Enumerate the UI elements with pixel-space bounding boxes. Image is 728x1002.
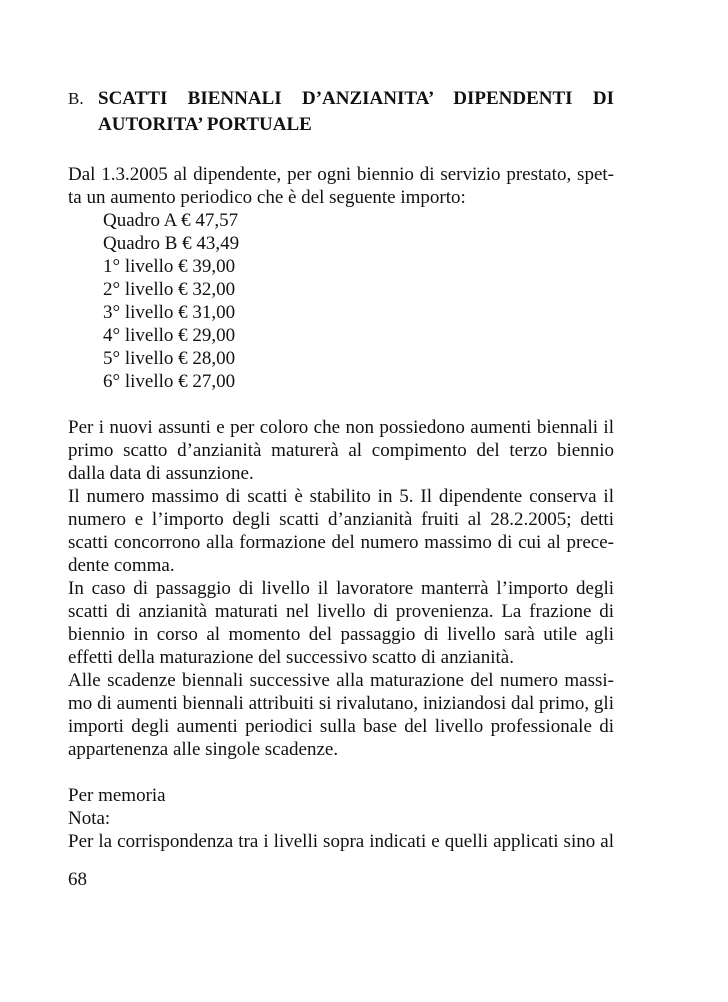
amount-item-livello-2: 2° livello € 32,00 <box>103 279 236 300</box>
amount-item-livello-4: 4° livello € 29,00 <box>103 325 236 346</box>
amount-item-livello-1: 1° livello € 39,00 <box>103 256 236 277</box>
text-line: appartenenza alle singole scadenze. <box>68 739 339 760</box>
text-line: In caso di passaggio di livello il lavoratore manterrà l’importo degli <box>68 578 614 599</box>
amount-item-livello-3: 3° livello € 31,00 <box>103 302 236 323</box>
section-heading <box>68 86 614 138</box>
body-paragraphs <box>68 416 614 761</box>
amount-item-quadro-b: Quadro B € 43,49 <box>103 233 240 254</box>
text-line: ta un aumento periodico che è del seguente importo: <box>68 187 466 208</box>
section-title-line-2: AUTORITA’ PORTUALE <box>98 114 312 135</box>
text-line: biennio in corso al momento del passaggio di livello sarà utile agli <box>68 624 614 645</box>
note-text-line: Per la corrispondenza tra i livelli sopra indicati e quelli applicati sino al <box>68 831 614 852</box>
text-line: dente comma. <box>68 555 175 576</box>
text-line: scatti concorrono alla formazione del numero massimo di cui al prece- <box>68 532 614 553</box>
text-line: mo di aumenti biennali attribuiti si rivalutano, iniziandosi dal primo, gli <box>68 693 614 714</box>
text-line: Alle scadenze biennali successive alla maturazione del numero massi- <box>68 670 614 691</box>
amount-item-quadro-a: Quadro A € 47,57 <box>103 210 239 231</box>
amount-item-livello-6: 6° livello € 27,00 <box>103 371 236 392</box>
text-line: numero e l’importo degli scatti d’anzianità fruiti al 28.2.2005; detti <box>68 509 614 530</box>
memo-line: Per memoria <box>68 785 166 806</box>
text-line: importi degli aumenti periodici sulla base del livello professionale di <box>68 716 614 737</box>
text-line: effetti della maturazione del successivo scatto di anzianità. <box>68 647 514 668</box>
section-title <box>98 86 614 138</box>
amount-item-livello-5: 5° livello € 28,00 <box>103 348 236 369</box>
text-line: Per i nuovi assunti e per coloro che non possiedono aumenti biennali il <box>68 417 614 438</box>
text-line: scatti di anzianità maturati nel livello di provenienza. La frazione di <box>68 601 614 622</box>
paragraph-spacer <box>68 761 614 784</box>
intro-paragraph <box>68 163 614 209</box>
text-line: Il numero massimo di scatti è stabilito in 5. Il dipendente conserva il <box>68 486 614 507</box>
page-number: 68 <box>68 869 87 890</box>
notes-section <box>68 784 614 853</box>
text-line: primo scatto d’anzianità maturerà al compimento del terzo biennio <box>68 440 614 461</box>
paragraph-spacer <box>68 393 614 416</box>
section-letter: B. <box>68 89 84 108</box>
document-page <box>68 86 614 853</box>
note-label: Nota: <box>68 808 111 829</box>
section-title-line-1: SCATTI BIENNALI D’ANZIANITA’ DIPENDENTI DI <box>98 88 614 109</box>
amounts-list <box>68 209 614 393</box>
text-line: Dal 1.3.2005 al dipendente, per ogni biennio di servizio prestato, spet- <box>68 164 614 185</box>
text-line: dalla data di assunzione. <box>68 463 254 484</box>
